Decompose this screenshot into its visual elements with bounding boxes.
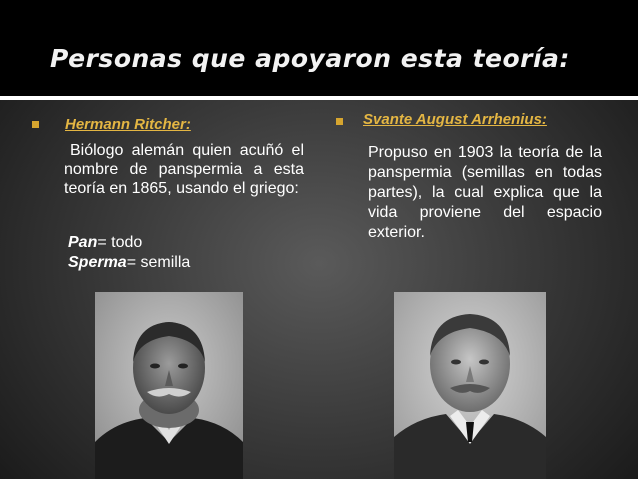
bullet-square-icon	[336, 118, 343, 125]
bullet-square-icon	[32, 121, 39, 128]
definition-pan	[68, 234, 142, 252]
slide-title: Personas que apoyaron esta teoría:	[50, 44, 570, 73]
portrait-photo-right	[394, 292, 546, 479]
definition-term: Sperma	[68, 254, 127, 271]
definition-term: Pan	[68, 234, 98, 251]
left-heading: Hermann Ritcher:	[65, 116, 191, 133]
right-heading: Svante August Arrhenius:	[363, 111, 547, 128]
portrait-photo-left	[95, 292, 243, 479]
left-description: Biólogo alemán quien acuñó el nombre de panspermia a esta teoría en 1865, usando el griego:	[64, 142, 304, 197]
definition-meaning: = semilla	[126, 254, 191, 271]
title-divider	[0, 96, 638, 100]
right-description: Propuso en 1903 la teoría de la panspermia (semillas en todas partes), la cual explica que la vida proviene del espacio exterior.	[368, 144, 602, 241]
definition-sperma	[68, 254, 190, 272]
definition-meaning: = todo	[97, 234, 143, 251]
